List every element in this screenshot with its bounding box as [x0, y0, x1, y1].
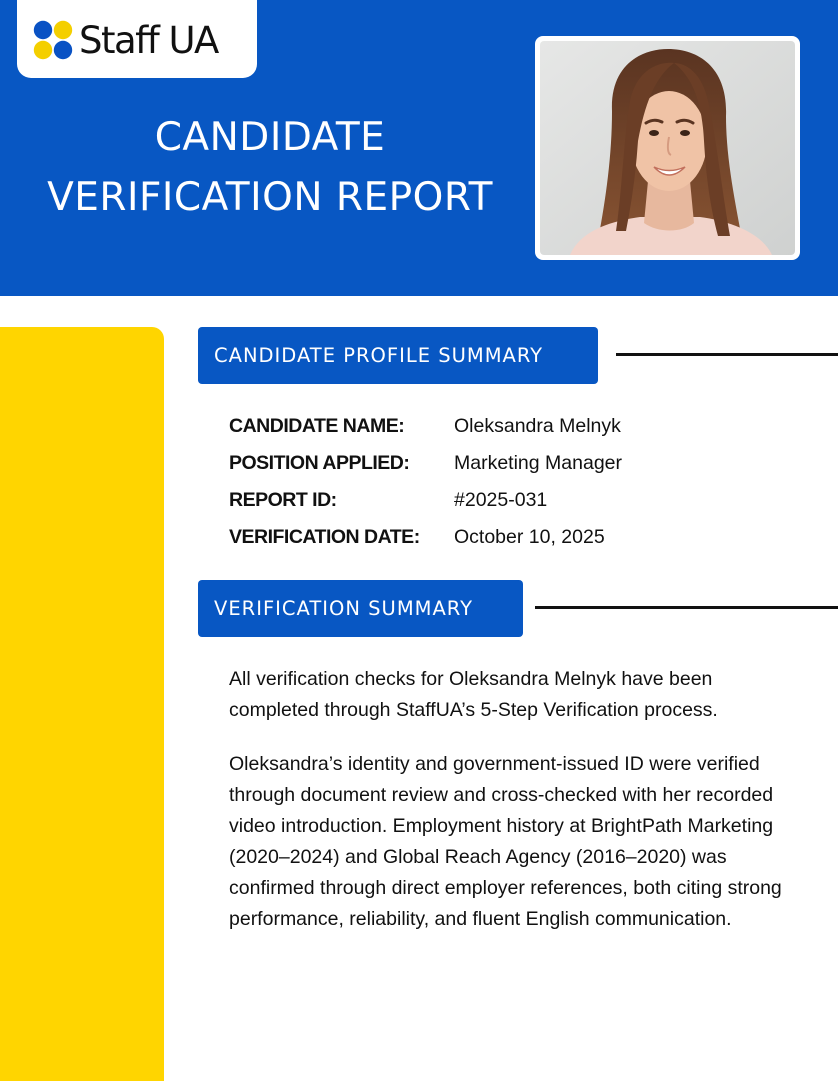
info-value: #2025-031	[454, 489, 548, 511]
report-title-line-1: CANDIDATE	[154, 115, 386, 160]
report-title-line-2: VERIFICATION REPORT	[47, 175, 493, 220]
yellow-accent-bar	[0, 327, 164, 1081]
logo-dots-icon	[33, 20, 73, 60]
info-value: Oleksandra Melnyk	[454, 415, 621, 437]
brand-name: Staff UA	[79, 19, 218, 62]
verification-heading-rule	[535, 606, 838, 609]
report-header	[0, 0, 838, 296]
verification-paragraph-1: All verification checks for Oleksandra Melnyk have been completed through StaffUA’s 5-Step Verification process.	[229, 668, 718, 721]
info-label: REPORT ID:	[229, 489, 337, 511]
verification-summary-heading: VERIFICATION SUMMARY	[198, 580, 523, 637]
profile-heading-rule	[616, 353, 838, 356]
info-value: October 10, 2025	[454, 526, 605, 548]
info-label: VERIFICATION DATE:	[229, 526, 420, 548]
profile-summary-heading: CANDIDATE PROFILE SUMMARY	[198, 327, 598, 384]
brand-logo	[17, 0, 257, 78]
info-label: POSITION APPLIED:	[229, 452, 410, 474]
verification-paragraph-2: Oleksandra’s identity and government-issued ID were verified through document review and cross-checked with her recorded video introduction. Employment history at BrightPath Marketing (2020–2024) and Global Reach Agency (2016–2020) was confirmed through direct employer references, both citing strong performance, reliability, and fluent English communication.	[229, 753, 782, 930]
info-value: Marketing Manager	[454, 452, 622, 474]
candidate-photo-frame	[535, 36, 800, 260]
candidate-photo	[540, 41, 795, 255]
report-title	[20, 108, 520, 228]
info-label: CANDIDATE NAME:	[229, 415, 405, 437]
